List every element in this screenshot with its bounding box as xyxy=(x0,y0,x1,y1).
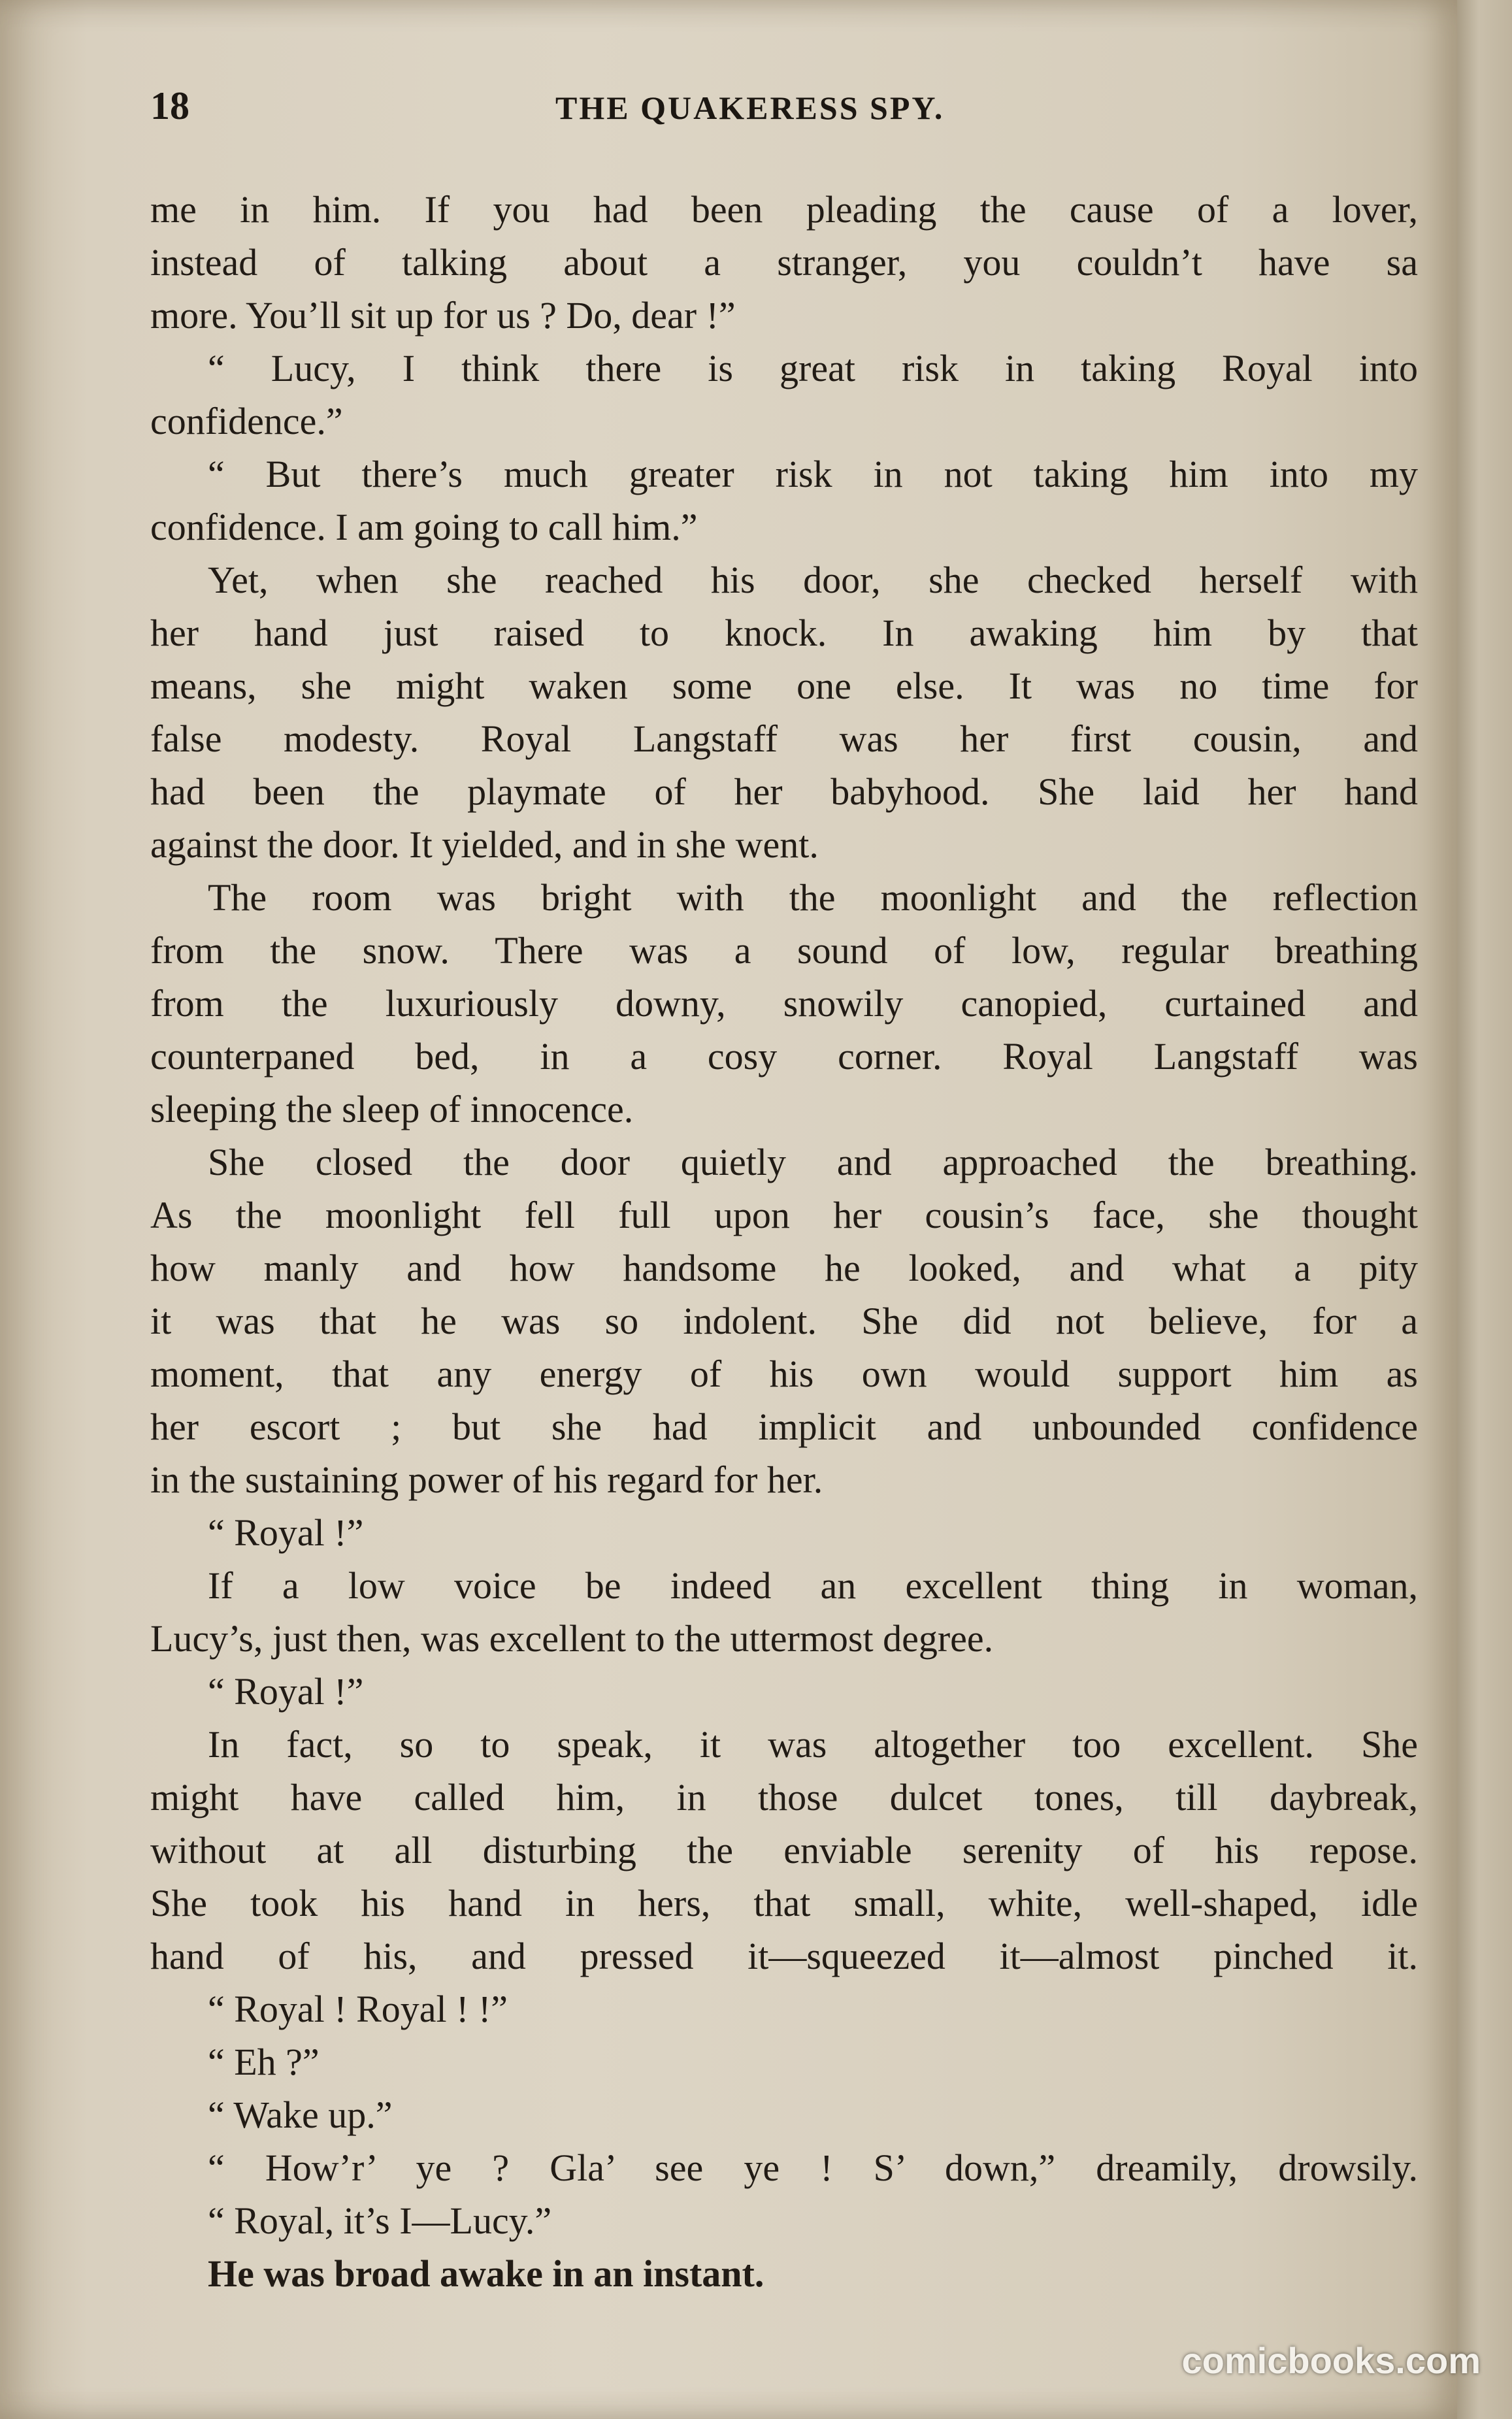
text-line: her hand just raised to knock. In awaking him by that xyxy=(150,612,1418,654)
text-line: The room was bright with the moonlight and the reflection xyxy=(208,876,1418,919)
text-line: “ How’r’ ye ? Gla’ see ye ! S’ down,” dreamily, drowsily. xyxy=(208,2147,1418,2189)
text-line: “ Royal !” xyxy=(208,1670,364,1713)
text-line: from the luxuriously downy, snowily canopied, curtained and xyxy=(150,982,1418,1025)
text-line: She closed the door quietly and approached the breathing. xyxy=(208,1141,1418,1183)
text-line: without at all disturbing the enviable serenity of his repose. xyxy=(150,1829,1418,1871)
text-line: hand of his, and pressed it—squeezed it—almost pinched it. xyxy=(150,1935,1418,1977)
page-number: 18 xyxy=(150,84,189,127)
text-line: “ But there’s much greater risk in not taking him into my xyxy=(208,453,1418,495)
text-line: In fact, so to speak, it was altogether too excellent. She xyxy=(208,1723,1418,1766)
running-head: THE QUAKERESS SPY. xyxy=(555,90,945,126)
text-line: “ Royal ! Royal ! !” xyxy=(208,1988,508,2030)
text-line: “ Lucy, I think there is great risk in taking Royal into xyxy=(208,347,1418,389)
text-line: me in him. If you had been pleading the cause of a lover, xyxy=(150,188,1418,231)
text-line: “ Wake up.” xyxy=(208,2094,393,2136)
text-line: her escort ; but she had implicit and unbounded confidence xyxy=(150,1406,1418,1448)
text-line: from the snow. There was a sound of low, regular breathing xyxy=(150,929,1418,972)
text-line: might have called him, in those dulcet tones, till daybreak, xyxy=(150,1776,1418,1818)
text-line: instead of talking about a stranger, you couldn’t have sa xyxy=(150,241,1418,284)
watermark: comicbooks.com xyxy=(1181,2340,1481,2381)
text-line: sleeping the sleep of innocence. xyxy=(150,1088,634,1130)
text-line: Lucy’s, just then, was excellent to the uttermost degree. xyxy=(150,1617,994,1660)
text-line: confidence.” xyxy=(150,400,343,442)
text-line: against the door. It yielded, and in she went. xyxy=(150,823,819,866)
text-line: it was that he was so indolent. She did not believe, for a xyxy=(150,1300,1418,1342)
text-line: moment, that any energy of his own would support him as xyxy=(150,1353,1418,1395)
text-line: He was broad awake in an instant. xyxy=(208,2252,764,2295)
text-line: in the sustaining power of his regard for her. xyxy=(150,1458,823,1501)
text-line: “ Royal, it’s I—Lucy.” xyxy=(208,2199,552,2242)
text-line: “ Royal !” xyxy=(208,1511,364,1554)
text-line: She took his hand in hers, that small, white, well-shaped, idle xyxy=(150,1882,1418,1924)
page-edge xyxy=(1457,0,1512,2419)
text-line: “ Eh ?” xyxy=(208,2041,320,2083)
text-line: more. You’ll sit up for us ? Do, dear !” xyxy=(150,294,736,337)
page-header xyxy=(150,84,1418,136)
text-line: false modesty. Royal Langstaff was her first cousin, and xyxy=(150,717,1418,760)
text-line: If a low voice be indeed an excellent thing in woman, xyxy=(208,1564,1418,1607)
body-text xyxy=(150,183,1418,2300)
text-line: how manly and how handsome he looked, and what a pity xyxy=(150,1247,1418,1289)
text-line: Yet, when she reached his door, she checked herself with xyxy=(208,559,1418,601)
text-line: counterpaned bed, in a cosy corner. Royal Langstaff was xyxy=(150,1035,1418,1078)
text-line: means, she might waken some one else. It was no time for xyxy=(150,665,1418,707)
text-line: confidence. I am going to call him.” xyxy=(150,506,698,548)
text-line: had been the playmate of her babyhood. She laid her hand xyxy=(150,770,1418,813)
text-line: As the moonlight fell full upon her cousin’s face, she thought xyxy=(150,1194,1418,1236)
